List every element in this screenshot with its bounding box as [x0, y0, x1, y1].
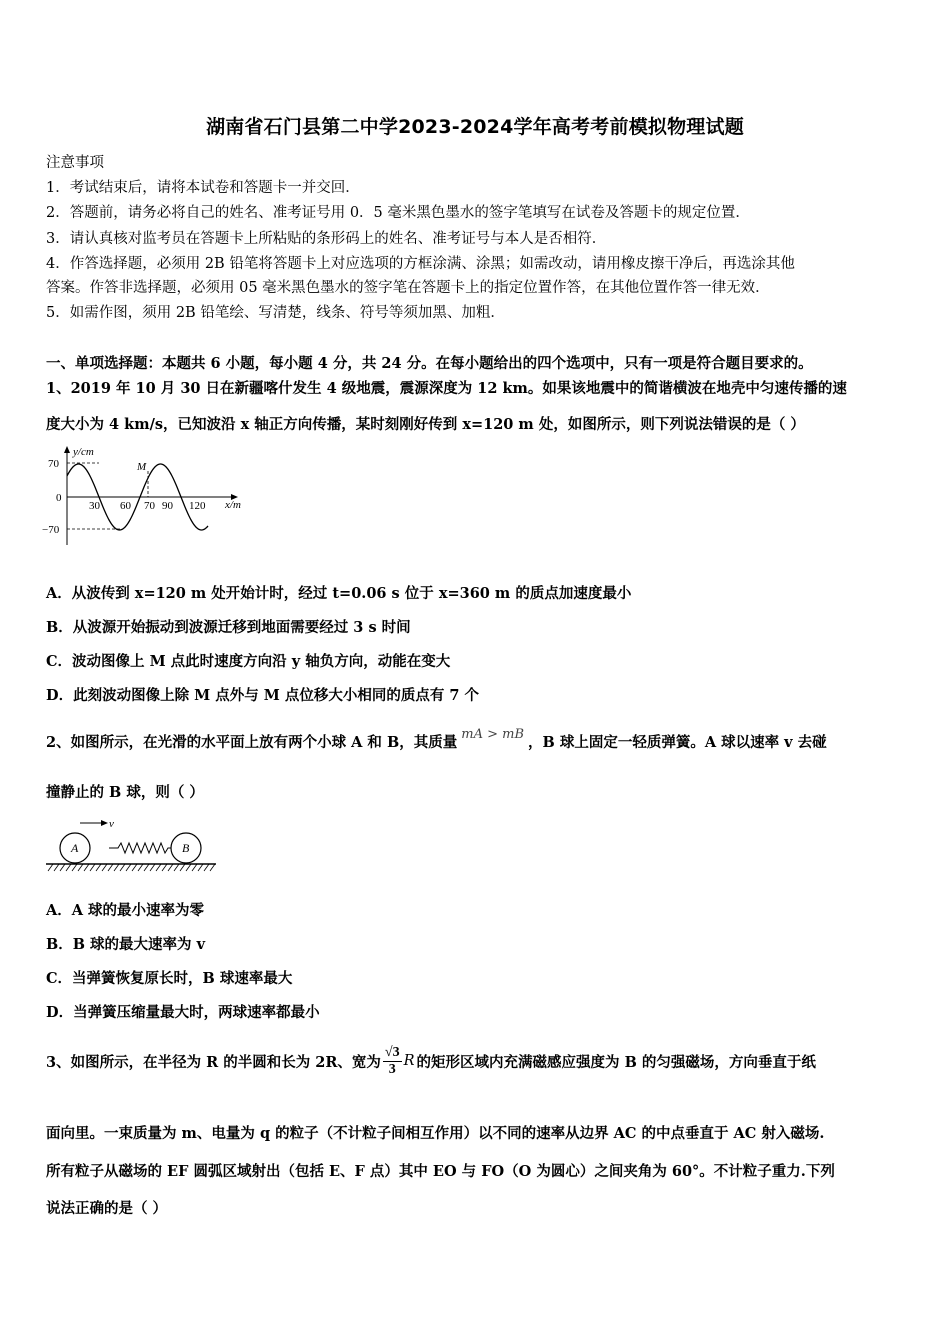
hatch-mark [132, 864, 137, 871]
question-3-text [46, 1038, 816, 1084]
hatch-mark [108, 864, 113, 871]
hatch-mark [120, 864, 125, 871]
hatch-mark [90, 864, 95, 871]
question-3-text-part: 3、如图所示，在半径为 R 的半圆和长为 2R、宽为 [46, 1053, 381, 1071]
velocity-arrowhead [101, 820, 108, 826]
y-axis-label: y/cm [73, 446, 94, 458]
question-1-option-b[interactable]: B．从波源开始振动到波源迁移到地面需要经过 3 s 时间 [46, 619, 411, 636]
question-2-option-d[interactable]: D．当弹簧压缩量最大时，两球速率都最小 [46, 1004, 320, 1021]
hatch-mark [192, 864, 197, 871]
question-1-option-a[interactable]: A．从波传到 x=120 m 处开始计时，经过 t=0.06 s 位于 x=360 m 的质点加速度最小 [46, 585, 632, 602]
notice-item: 5．如需作图，须用 2B 铅笔绘、写清楚，线条、符号等须加黑、加粗． [46, 305, 505, 321]
notice-item: 2．答题前，请务必将自己的姓名、准考证号用 0．5 毫米黑色墨水的签字笔填写在试卷及答题卡的规定位置． [46, 205, 750, 221]
question-3-text-part: 的矩形区域内充满磁感应强度为 B 的匀强磁场，方向垂直于纸 [416, 1053, 816, 1071]
y-axis-arrow [64, 446, 70, 453]
page-title: 湖南省石门县第二中学2023-2024学年高考考前模拟物理试题 [206, 116, 744, 138]
hatch-mark [150, 864, 155, 871]
x-tick-label: 70 [144, 500, 155, 512]
hatch-mark [174, 864, 179, 871]
section-heading: 一、单项选择题：本题共 6 小题，每小题 4 分，共 24 分。在每小题给出的四个选项中，只有一项是符合题目要求的。 [46, 355, 813, 372]
x-tick-label: 30 [89, 500, 100, 512]
fraction-numerator: √3 [384, 1044, 400, 1060]
y-tick-label: 0 [56, 492, 62, 504]
hatch-mark [168, 864, 173, 871]
hatch-mark [102, 864, 107, 871]
question-1-text: 1、2019 年 10 月 30 日在新疆喀什发生 4 级地震，震源深度为 12 km。如果该地震中的简谐横波在地壳中匀速传播的速 [46, 380, 847, 397]
mass-relation: mA > mB [461, 727, 525, 742]
notice-item: 1．考试结束后，请将本试卷和答题卡一并交回． [46, 180, 360, 196]
x-tick-label: 90 [162, 500, 173, 512]
question-1-option-d[interactable]: D．此刻波动图像上除 M 点外与 M 点位移大小相同的质点有 7 个 [46, 687, 480, 704]
question-3-text: 面向里。一束质量为 m、电量为 q 的粒子（不计粒子间相互作用）以不同的速率从边界 AC 的中点垂直于 AC 射入磁场. [46, 1125, 825, 1142]
y-tick-label: −70 [42, 524, 60, 536]
hatch-mark [96, 864, 101, 871]
question-2-text-part: 2、如图所示，在光滑的水平面上放有两个小球 A 和 B，其质量 [46, 734, 458, 751]
wave-graph-figure [42, 443, 252, 553]
hatch-mark [210, 864, 215, 871]
spring-balls-figure [44, 813, 219, 875]
fraction-tail: R [403, 1053, 415, 1069]
hatch-mark [60, 864, 65, 871]
question-3-text: 说法正确的是（ ） [46, 1200, 168, 1217]
question-2-text: 撞静止的 B 球，则（ ） [46, 784, 204, 801]
hatch-mark [138, 864, 143, 871]
spring [109, 843, 171, 853]
x-tick-label: 120 [189, 500, 206, 512]
question-2-option-a[interactable]: A．A 球的最小速率为零 [46, 902, 205, 919]
hatch-mark [126, 864, 131, 871]
hatch-mark [84, 864, 89, 871]
hatch-mark [180, 864, 185, 871]
fraction-denominator: 3 [388, 1061, 396, 1077]
notice-item: 3．请认真核对监考员在答题卡上所粘贴的条形码上的姓名、准考证号与本人是否相符． [46, 231, 607, 247]
question-2-text [46, 727, 827, 752]
ball-a-label: A [71, 841, 79, 855]
question-2-option-c[interactable]: C．当弹簧恢复原长时，B 球速率最大 [46, 970, 293, 987]
ball-b-label: B [182, 841, 190, 855]
notice-item: 答案。作答非选择题，必须用 05 毫米黑色墨水的签字笔在答题卡上的指定位置作答，在其他位置作答一律无效． [46, 280, 770, 296]
hatch-mark [48, 864, 53, 871]
hatch-mark [66, 864, 71, 871]
ground-hatching [48, 864, 215, 871]
hatch-mark [72, 864, 77, 871]
hatch-mark [186, 864, 191, 871]
question-2-text-part: ，B 球上固定一轻质弹簧。A 球以速率 v 去碰 [528, 734, 827, 751]
hatch-mark [54, 864, 59, 871]
hatch-mark [198, 864, 203, 871]
hatch-mark [204, 864, 209, 871]
question-2-option-b[interactable]: B．B 球的最大速率为 v [46, 936, 206, 953]
question-1-option-c[interactable]: C．波动图像上 M 点此时速度方向沿 y 轴负方向，动能在变大 [46, 653, 451, 670]
y-tick-label: 70 [48, 458, 59, 470]
hatch-mark [156, 864, 161, 871]
notice-heading: 注意事项 [46, 155, 104, 171]
point-m-label: M [137, 461, 147, 473]
hatch-mark [114, 864, 119, 871]
question-1-text: 度大小为 4 km/s，已知波沿 x 轴正方向传播，某时刻刚好传到 x=120 m 处，如图所示，则下列说法错误的是（ ） [46, 416, 805, 433]
hatch-mark [78, 864, 83, 871]
fraction-sqrt3-over-3 [383, 1045, 402, 1078]
velocity-label: v [109, 818, 114, 830]
x-axis-label: x/m [225, 499, 241, 511]
x-tick-label: 60 [120, 500, 131, 512]
question-3-text: 所有粒子从磁场的 EF 圆弧区域射出（包括 E、F 点）其中 EO 与 FO（O 为圆心）之间夹角为 60°。不计粒子重力.下列 [46, 1163, 835, 1180]
notice-item: 4．作答选择题，必须用 2B 铅笔将答题卡上对应选项的方框涂满、涂黑；如需改动，请用橡皮擦干净后，再选涂其他 [46, 256, 795, 272]
hatch-mark [144, 864, 149, 871]
hatch-mark [162, 864, 167, 871]
